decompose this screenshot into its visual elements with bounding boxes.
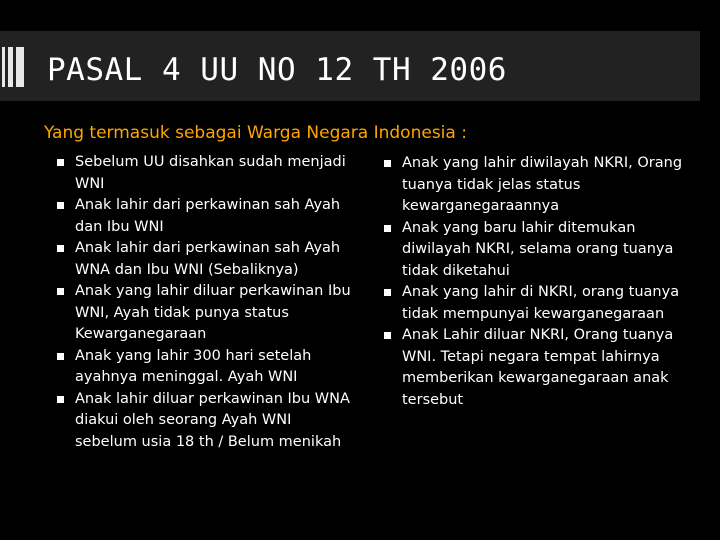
list-item	[57, 281, 357, 346]
list-item	[384, 325, 694, 411]
slide-subtitle: Yang termasuk sebagai Warga Negara Indonesia :	[44, 123, 467, 143]
list-item	[384, 153, 694, 218]
list-item	[384, 218, 694, 283]
square-bullet-icon	[384, 332, 391, 339]
square-bullet-icon	[384, 160, 391, 167]
list-item-text: Anak yang lahir 300 hari setelah ayahnya meninggal. Ayah WNI	[75, 347, 312, 385]
list-item-text: Anak lahir dari perkawinan sah Ayah dan Ibu WNI	[75, 197, 341, 235]
square-bullet-icon	[57, 396, 64, 403]
square-bullet-icon	[57, 288, 64, 295]
list-item-text: Anak lahir diluar perkawinan Ibu WNA diakui oleh seorang Ayah WNI sebelum usia 18 th / Belum menikah	[75, 390, 350, 450]
slide-title: PASAL 4 UU NO 12 TH 2006	[47, 52, 507, 88]
left-bullet-list	[57, 152, 357, 453]
decor-bar	[16, 47, 24, 87]
square-bullet-icon	[57, 245, 64, 252]
list-item	[57, 195, 357, 238]
decor-bar	[8, 47, 13, 87]
list-item	[57, 346, 357, 389]
right-bullet-list	[384, 153, 694, 411]
list-item-text: Anak yang lahir diwilayah NKRI, Orang tuanya tidak jelas status kewarganegaraannya	[402, 155, 683, 214]
list-item	[57, 152, 357, 195]
square-bullet-icon	[384, 289, 391, 296]
list-item-text: Anak Lahir diluar NKRI, Orang tuanya WNI. Tetapi negara tempat lahirnya memberikan kewarganegaraan anak tersebut	[402, 327, 674, 408]
list-item-text: Anak yang baru lahir ditemukan diwilayah NKRI, selama orang tuanya tidak diketahui	[402, 219, 674, 279]
square-bullet-icon	[57, 159, 64, 166]
decor-bar	[2, 47, 5, 87]
list-item	[384, 282, 694, 325]
square-bullet-icon	[57, 353, 64, 360]
list-item-text: Anak yang lahir diluar perkawinan Ibu WNI, Ayah tidak punya status Kewarganegaraan	[75, 283, 351, 342]
list-item-text: Anak yang lahir di NKRI, orang tuanya tidak mempunyai kewarganegaraan	[402, 284, 680, 322]
square-bullet-icon	[57, 202, 64, 209]
list-item	[57, 238, 357, 281]
square-bullet-icon	[384, 225, 391, 232]
list-item	[57, 389, 357, 454]
list-item-text: Anak lahir dari perkawinan sah Ayah WNA dan Ibu WNI (Sebaliknya)	[75, 240, 341, 278]
list-item-text: Sebelum UU disahkan sudah menjadi WNI	[75, 154, 346, 192]
